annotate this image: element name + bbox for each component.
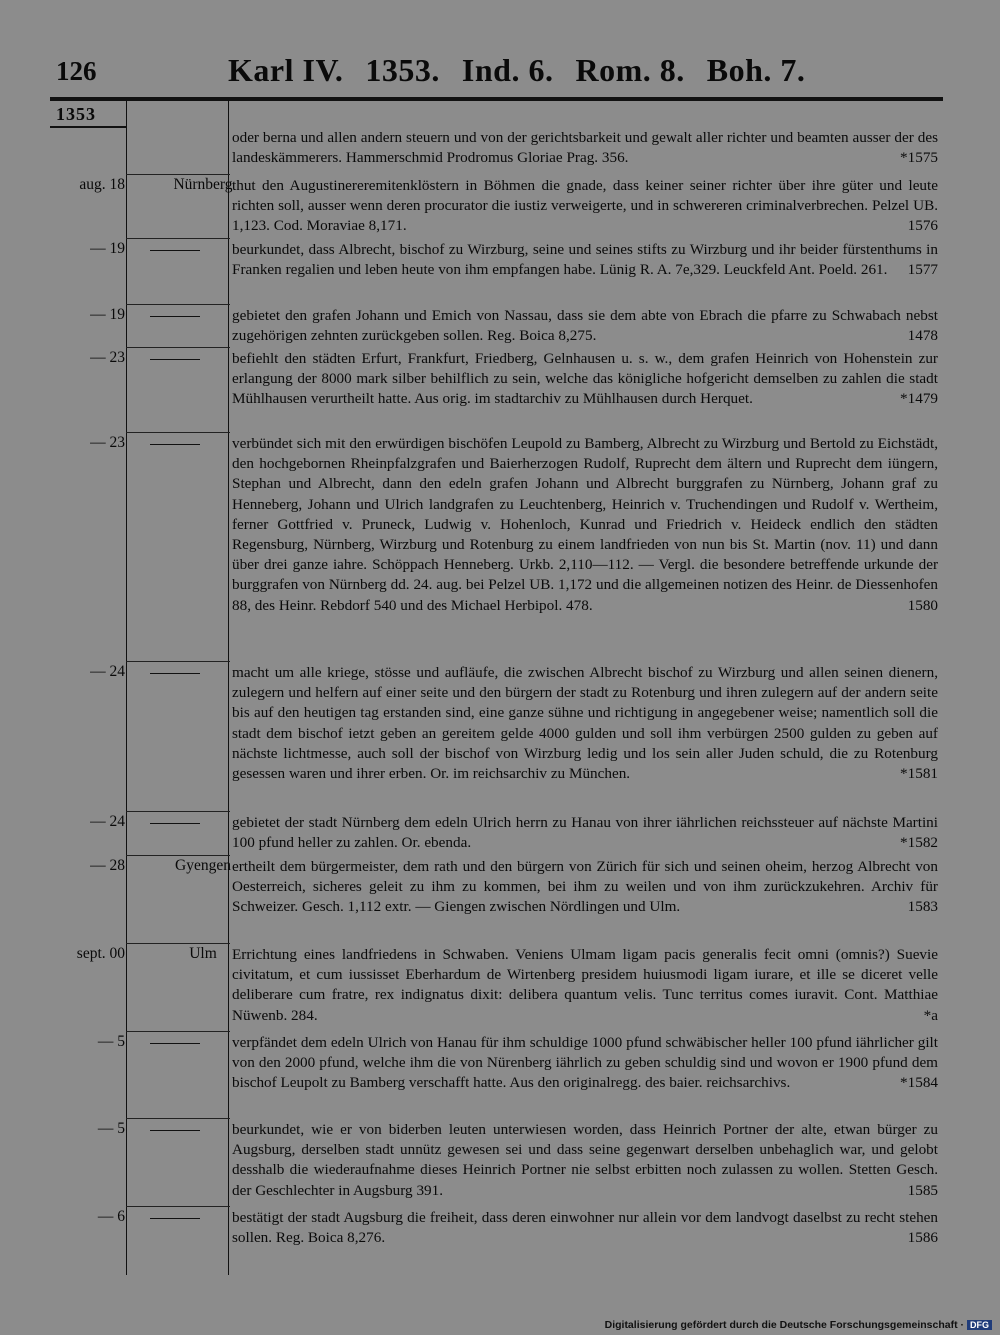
place-dash — [150, 359, 200, 360]
entry-place: Ulm — [189, 945, 217, 962]
entry-separator — [126, 1206, 230, 1207]
entry-body: thut den Augustinereremitenklöstern in Böhmen die gnade, dass keiner seiner richter über ihre güter und leute richten soll, ausser wenn deren procurator die iustiz verweigerte, und in schwereren criminalverbrechen. Pelzel UB. 1,123. Cod. Moraviae 8,171. — [232, 177, 938, 235]
entry-text — [232, 128, 938, 168]
entry-separator — [126, 943, 230, 944]
entry-date: — 6 — [97, 1208, 125, 1225]
entry-text — [232, 1120, 938, 1201]
entry-date: — 24 — [90, 813, 125, 830]
dfg-logo: DFG — [967, 1320, 992, 1330]
entry-text — [232, 306, 938, 346]
entry-place: Gyengen — [175, 857, 231, 874]
entry-body: befiehlt den städten Erfurt, Frankfurt, Friedberg, Gelnhausen u. s. w., dem grafen Heinrich von Hohenstein zur erlangung der 8000 mark silber behilflich zu sein, welche das königliche hofgericht demselben zu zahlen die stadt Mühlhausen verurtheilt hatte. Aus orig. im stadtarchiv zu Mühlhausen durch Herquet. — [232, 350, 938, 408]
entry-separator — [126, 1031, 230, 1032]
entry-number: 1577 — [907, 261, 938, 279]
entry-text — [232, 663, 938, 784]
entry-number: *1581 — [900, 765, 938, 783]
entry-text — [232, 1033, 938, 1094]
entry-body: Errichtung eines landfriedens in Schwaben. Veniens Ulmam ligam pacis generalis fecit omni (omnis?) Suevie civitatum, et cum iussisset Eberhardum de Wirtenberg presidem huiusmodi ligam iurare, et ille se diceret velle deliberare cum fratre, rex indignatus dixit: delibera quantum velis. Tunc territus comes iuravit. Cont. Matthiae Nüwenb. 284. — [232, 946, 938, 1024]
place-dash — [150, 1130, 200, 1131]
entry-date: — 19 — [90, 240, 125, 257]
page-header — [0, 52, 1000, 92]
entry-separator — [126, 174, 230, 175]
title-part: Karl IV. — [228, 52, 344, 88]
entry-body: gebietet der stadt Nürnberg dem edeln Ulrich herrn zu Hanau von ihrer iährlichen reichssteuer auf nächste Martini 100 pfund heller zu zahlen. Or. ebenda. — [232, 814, 938, 852]
entry-date: sept. 00 — [76, 945, 125, 962]
column-divider-place — [228, 100, 229, 1275]
entry-separator — [126, 855, 230, 856]
entry-number: 1576 — [907, 217, 938, 235]
year-label: 1353 — [56, 104, 96, 124]
title-part: Boh. 7. — [706, 52, 806, 88]
entry-separator — [126, 347, 230, 348]
entry-place: Nürnberg — [173, 176, 233, 193]
entry-date: — 5 — [97, 1120, 125, 1137]
footer-credit — [605, 1319, 992, 1331]
entry-text — [232, 945, 938, 1026]
entry-date: aug. 18 — [79, 176, 125, 193]
entry-body: beurkundet, wie er von biderben leuten unterwiesen worden, dass Heinrich Portner der alte, etwan bürger zu Augsburg, derselben stadt unnütz gewesen sei und dass seine gegenwart derselben unbehaglich war, und gelobt desshalb die wiederaufnahme dieses Heinrich Portner nie selbst erbitten noch zulassen zu wollen. Stetten Gesch. der Geschlechter in Augsburg 391. — [232, 1121, 938, 1199]
entry-body: oder berna und allen andern steuern und von der gerichtsbarkeit und gewalt aller richter und beamten ausser der des landeskämmerers. Hammerschmid Prodromus Gloriae Prag. 356. — [232, 129, 938, 167]
year-rule — [50, 126, 126, 128]
entry-separator — [126, 432, 230, 433]
entry-date: — 5 — [97, 1033, 125, 1050]
page-number: 126 — [56, 56, 97, 86]
entry-body: gebietet den grafen Johann und Emich von Nassau, dass sie dem abte von Ebrach die pfarre zu Schwabach nebst zugehörigen zehnten zurückgeben sollen. Reg. Boica 8,275. — [232, 307, 938, 345]
entry-text — [232, 240, 938, 280]
entry-date: — 28 — [90, 857, 125, 874]
title-part: 1353. — [365, 52, 440, 88]
page-title — [228, 52, 827, 89]
entry-number: 1586 — [907, 1229, 938, 1247]
entry-body: verbündet sich mit den erwürdigen bischöfen Leupold zu Bamberg, Albrecht zu Wirzburg und Bertold zu Eichstädt, den hochgebornen Rheinpfalzgrafen und Baierherzogen Rudolf, Ruprecht dem ältern und Ruprecht dem iüngern, Stephan und Albrecht, dann den edeln grafen Johann und Albrecht burggrafen zu Nürnberg, Johann graf zu Henneberg, Johann und Ulrich landgrafen zu Leuchtenberg, Heinrich v. Truchendingen und Rudolf v. Wertheim, ferner Gottfried v. Pruneck, Ludwig v. Hohenloch, Kunrad und Friedrich v. Heideck endlich den städten Regensburg, Nürnberg, Wirzburg und Rotenburg zu einem landfrieden von nun bis St. Martin (nov. 11) und dann über drei ganze iahre. Schöppach Henneberg. Urkb. 2,110—112. — Vergl. die besondere betreffende urkunde der burggrafen von Nürnberg dd. 24. aug. bei Pelzel UB. 1,172 und die allgemeinen notizen des Heinr. de Diessenhofen 88, des Heinr. Rebdorf 540 und des Michael Herbipol. 478. — [232, 435, 938, 614]
entry-body: verpfändet dem edeln Ulrich von Hanau für ihm schuldige 1000 pfund schwäbischer heller 100 pfund iährlicher gilt von den 2000 pfund, welche ihm die von Nürenberg iährlich zu geben schuldig sind und wovon er 1900 pfund dem bischof Leupolt zu Bamberg verschafft hatte. Aus den originalregg. des baier. reichsarchivs. — [232, 1034, 938, 1092]
entry-number: *a — [923, 1006, 938, 1024]
entry-number: 1585 — [907, 1181, 938, 1199]
entry-date: — 24 — [90, 663, 125, 680]
place-dash — [150, 1043, 200, 1044]
place-dash — [150, 316, 200, 317]
place-dash — [150, 250, 200, 251]
entry-separator — [126, 1118, 230, 1119]
entry-date: — 19 — [90, 306, 125, 323]
column-divider-date — [126, 100, 127, 1275]
place-dash — [150, 1218, 200, 1219]
entry-text — [232, 176, 938, 237]
entry-number: *1582 — [900, 834, 938, 852]
entry-text — [232, 434, 938, 616]
entry-text — [232, 813, 938, 853]
entry-date: — 23 — [90, 434, 125, 451]
footer-text: Digitalisierung gefördert durch die Deutsche Forschungsgemeinschaft · — [604, 1319, 964, 1331]
place-dash — [150, 673, 200, 674]
header-rule — [50, 97, 943, 101]
entry-text — [232, 857, 938, 918]
entry-text — [232, 1208, 938, 1248]
title-part: Ind. 6. — [461, 52, 554, 88]
entry-separator — [126, 304, 230, 305]
entry-separator — [126, 238, 230, 239]
entry-number: *1575 — [900, 149, 938, 167]
entry-number: 1583 — [907, 898, 938, 916]
entry-number: *1584 — [900, 1074, 938, 1092]
entry-body: beurkundet, dass Albrecht, bischof zu Wirzburg, seine und seines stifts zu Wirzburg und ihr beider fürstenthums in Franken regalien und leben heute von ihm empfangen habe. Lünig R. A. 7e,329. Leuckfeld Ant. Poeld. 261. — [232, 241, 938, 279]
entry-separator — [126, 811, 230, 812]
entry-number: *1479 — [900, 390, 938, 408]
title-part: Rom. 8. — [575, 52, 685, 88]
entry-number: 1478 — [907, 327, 938, 345]
place-dash — [150, 823, 200, 824]
entry-number: 1580 — [907, 596, 938, 614]
entry-separator — [126, 661, 230, 662]
entry-body: ertheilt dem bürgermeister, dem rath und den bürgern von Zürich für sich und seinen oheim, herzog Albrecht von Oesterreich, sicheres geleit zu ihm zu kommen, bei ihm zu weilen und von ihm zurückzukehren. Archiv für Schweizer. Gesch. 1,112 extr. — Giengen zwischen Nördlingen und Ulm. — [232, 858, 938, 916]
entry-date: — 23 — [90, 349, 125, 366]
entry-body: macht um alle kriege, stösse und aufläufe, die zwischen Albrecht bischof zu Wirzburg und allen seinen dienern, zulegern und helfern auf einer seite und den bürgern der stadt zu Rotenburg und ihren zulegern auf der andern seite bis auf den heutigen tag erstanden sind, eine ganze sühne und richtigung in angegebener weise; namentlich soll die stadt dem bischof ietzt geben an gereitem gelde 4000 gulden und soll ihm verbürgen 2500 gulden zu geben auf nächste lichtmesse, auch soll der bischof von Wirzburg ledig und los sein aller Juden schuld, die zu Rotenburg gesessen waren und ihrer erben. Or. im reichsarchiv zu München. — [232, 664, 938, 783]
entry-body: bestätigt der stadt Augsburg die freiheit, dass deren einwohner nur allein vor dem landvogt daselbst zu recht stehen sollen. Reg. Boica 8,276. — [232, 1209, 938, 1247]
place-dash — [150, 444, 200, 445]
entry-text — [232, 349, 938, 410]
